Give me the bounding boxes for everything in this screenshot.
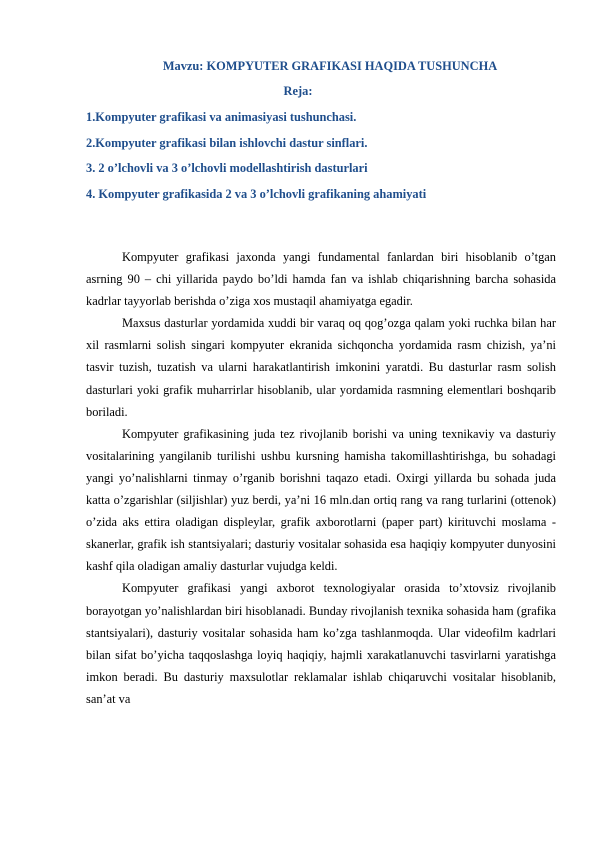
- plan-item: 2.Kompyuter grafikasi bilan ishlovchi dastur sinflari.: [86, 135, 368, 150]
- plan-list: [86, 108, 566, 210]
- body-paragraph: Kompyuter grafikasi yangi axborot texnologiyalar orasida to’xtovsiz rivojlanib borayotgan yo’nalishlardan biri hisoblanadi. Bunday rivojlanish texnika sohasida ham (grafika stantsiyalari), dasturiy vositalar sohasida ham ko’zga tashlanmoqda. Ular videofilm kadrlari bilan sifat bo’yicha taqqoslashga loyiq haqiqiy, hajmli xarakatlanuvchi tasvirlarni yaratishga imkon beradi. Bu dasturiy maxsulotlar reklamalar ishlab chiqaruvchi vositalar hisoblanib, san’at va: [86, 581, 556, 706]
- plan-heading: Reja:: [283, 84, 313, 98]
- document-title: Mavzu: KOMPYUTER GRAFIKASI HAQIDA TUSHUNCHA: [162, 59, 498, 73]
- plan-item: 1.Kompyuter grafikasi va animasiyasi tushunchasi.: [86, 110, 357, 124]
- body-paragraph: Kompyuter grafikasi jaxonda yangi fundamental fanlardan biri hisoblanib o’tgan asrning 90 – chi yillarida paydo bo’ldi hamda fan va ishlab chiqarishning barcha sohasida kadrlar tayyorlab berishda o’ziga xos mustaqil ahamiyatga egadir.: [86, 250, 556, 309]
- body-paragraph: Maxsus dasturlar yordamida xuddi bir varaq oq qog’ozga qalam yoki ruchka bilan har xil rasmlarni solish singari kompyuter ekranida sichqoncha yordamida rasm chizish, ya’ni tasvir tuzish, tuzatish va ularni harakatlantirish imkonini yaratdi. Bu dasturlar rasm solish dasturlari yoki grafik muharrirlar hisoblanib, ular yordamida rasmning elementlari boshqarib boriladi.: [86, 316, 556, 419]
- document-body: [86, 246, 556, 710]
- plan-item: 3. 2 o’lchovli va 3 o’lchovli modellashtirish dasturlari: [86, 161, 368, 175]
- plan-item: 4. Kompyuter grafikasida 2 va 3 o’lchovli grafikaning ahamiyati: [86, 186, 427, 201]
- body-paragraph: Kompyuter grafikasining juda tez rivojlanib borishi va uning texnikaviy va dasturiy vositalarining yangilanib turilishi ushbu kursning hamisha takomillashtirishga, bu sohadagi yangi yo’nalishlarni tinmay o’rganib borishni taqazo etadi. Oxirgi yillarda bu sohada juda katta o’zgarishlar (siljishlar) yuz berdi, ya’ni 16 mln.dan ortiq rang va rang turlarini (ottenok) o’zida aks ettira oladigan displeylar, grafik axborotlarni (paper part) kirituvchi moslama - skanerlar, grafik ish stantsiyalari; dasturiy vositalar sohasida esa haqiqiy kompyuter dunyosini kashf qila oladigan amaliy dasturlar vujudga keldi.: [86, 426, 556, 574]
